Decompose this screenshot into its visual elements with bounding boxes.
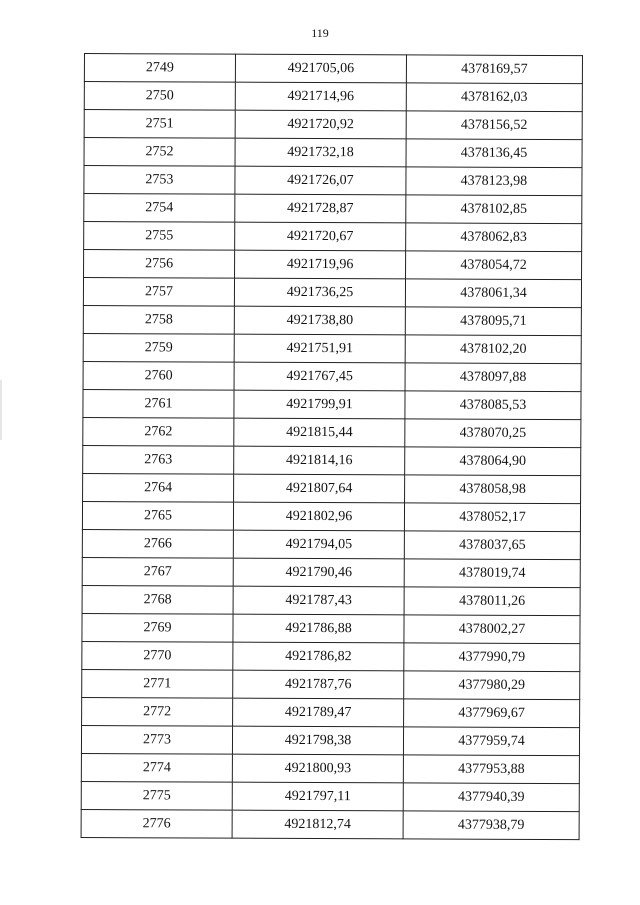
y-coordinate-cell: 4377959,74 [403,727,579,756]
y-coordinate-cell: 4378095,71 [405,307,581,336]
y-coordinate-cell: 4378011,26 [404,587,580,616]
table-row [84,138,582,168]
point-number-cell: 2752 [84,138,235,167]
table-row [83,473,581,503]
point-number-cell: 2749 [84,54,235,83]
x-coordinate-cell: 4921794,05 [233,530,404,559]
point-number-cell: 2775 [81,781,232,810]
point-number-cell: 2774 [81,753,232,782]
x-coordinate-cell: 4921726,07 [235,166,406,195]
table-row [84,194,582,224]
x-coordinate-cell: 4921786,88 [233,614,404,643]
y-coordinate-cell: 4378136,45 [406,139,582,168]
y-coordinate-cell: 4378162,03 [406,83,582,112]
y-coordinate-cell: 4378002,27 [404,615,580,644]
y-coordinate-cell: 4378169,57 [406,55,582,84]
y-coordinate-cell: 4378054,72 [406,251,582,280]
point-number-cell: 2751 [84,110,235,139]
x-coordinate-cell: 4921714,96 [235,82,406,111]
y-coordinate-cell: 4378062,83 [406,223,582,252]
y-coordinate-cell: 4378052,17 [404,503,580,532]
table-row [84,110,582,140]
y-coordinate-cell: 4378058,98 [405,475,581,504]
point-number-cell: 2773 [81,725,232,754]
x-coordinate-cell: 4921815,44 [234,418,405,447]
point-number-cell: 2769 [82,613,233,642]
table-row [84,250,582,280]
point-number-cell: 2756 [84,250,235,279]
y-coordinate-cell: 4377953,88 [403,755,579,784]
coordinates-table-container [81,53,582,840]
x-coordinate-cell: 4921789,47 [233,698,404,727]
x-coordinate-cell: 4921786,82 [233,642,404,671]
x-coordinate-cell: 4921800,93 [232,754,403,783]
table-row [82,613,580,643]
table-row [83,333,581,363]
table-row [81,781,579,811]
point-number-cell: 2776 [81,809,232,838]
point-number-cell: 2753 [84,166,235,195]
table-row [82,501,580,531]
x-coordinate-cell: 4921719,96 [235,250,406,279]
table-row [84,82,582,112]
point-number-cell: 2758 [83,305,234,334]
table-row [83,278,581,308]
y-coordinate-cell: 4378102,85 [406,195,582,224]
x-coordinate-cell: 4921802,96 [233,502,404,531]
x-coordinate-cell: 4921790,46 [233,558,404,587]
table-row [83,361,581,391]
x-coordinate-cell: 4921799,91 [234,390,405,419]
y-coordinate-cell: 4377940,39 [403,783,579,812]
table-row [84,166,582,196]
point-number-cell: 2750 [84,82,235,111]
x-coordinate-cell: 4921728,87 [235,194,406,223]
point-number-cell: 2771 [82,669,233,698]
y-coordinate-cell: 4377938,79 [403,811,579,840]
y-coordinate-cell: 4378070,25 [405,419,581,448]
point-number-cell: 2762 [83,417,234,446]
table-row [82,669,580,699]
y-coordinate-cell: 4378085,53 [405,391,581,420]
point-number-cell: 2759 [83,333,234,362]
x-coordinate-cell: 4921807,64 [234,474,405,503]
coordinates-table [81,53,583,840]
table-row [82,641,580,671]
point-number-cell: 2754 [84,194,235,223]
point-number-cell: 2763 [83,445,234,474]
x-coordinate-cell: 4921767,45 [234,362,405,391]
table-row [81,725,579,755]
y-coordinate-cell: 4377969,67 [404,699,580,728]
table-row [82,585,580,615]
x-coordinate-cell: 4921705,06 [235,54,406,83]
table-row [82,697,580,727]
point-number-cell: 2768 [82,585,233,614]
x-coordinate-cell: 4921797,11 [232,782,403,811]
x-coordinate-cell: 4921738,80 [234,306,405,335]
y-coordinate-cell: 4378061,34 [405,279,581,308]
y-coordinate-cell: 4378097,88 [405,363,581,392]
table-row [82,557,580,587]
y-coordinate-cell: 4378037,65 [404,531,580,560]
x-coordinate-cell: 4921787,76 [233,670,404,699]
point-number-cell: 2772 [82,697,233,726]
point-number-cell: 2765 [82,501,233,530]
y-coordinate-cell: 4378064,90 [405,447,581,476]
point-number-cell: 2757 [83,278,234,307]
y-coordinate-cell: 4377990,79 [404,643,580,672]
table-row [83,417,581,447]
x-coordinate-cell: 4921732,18 [235,138,406,167]
scan-edge-mark [0,380,2,440]
point-number-cell: 2761 [83,389,234,418]
y-coordinate-cell: 4378102,20 [405,335,581,364]
table-row [81,753,579,783]
table-row [81,809,579,839]
x-coordinate-cell: 4921720,67 [235,222,406,251]
point-number-cell: 2767 [82,557,233,586]
table-row [84,222,582,252]
y-coordinate-cell: 4378019,74 [404,559,580,588]
x-coordinate-cell: 4921814,16 [234,446,405,475]
x-coordinate-cell: 4921798,38 [232,726,403,755]
x-coordinate-cell: 4921787,43 [233,586,404,615]
y-coordinate-cell: 4377980,29 [404,671,580,700]
x-coordinate-cell: 4921812,74 [232,810,403,839]
table-row [83,305,581,335]
point-number-cell: 2770 [82,641,233,670]
table-row [84,54,582,84]
table-row [82,529,580,559]
page-number: 119 [311,26,329,40]
point-number-cell: 2764 [83,473,234,502]
point-number-cell: 2766 [82,529,233,558]
table-row [83,445,581,475]
y-coordinate-cell: 4378156,52 [406,111,582,140]
y-coordinate-cell: 4378123,98 [406,167,582,196]
point-number-cell: 2755 [84,222,235,251]
table-row [83,389,581,419]
coordinates-table-body [81,54,582,840]
x-coordinate-cell: 4921751,91 [234,334,405,363]
x-coordinate-cell: 4921720,92 [235,110,406,139]
point-number-cell: 2760 [83,361,234,390]
x-coordinate-cell: 4921736,25 [234,278,405,307]
